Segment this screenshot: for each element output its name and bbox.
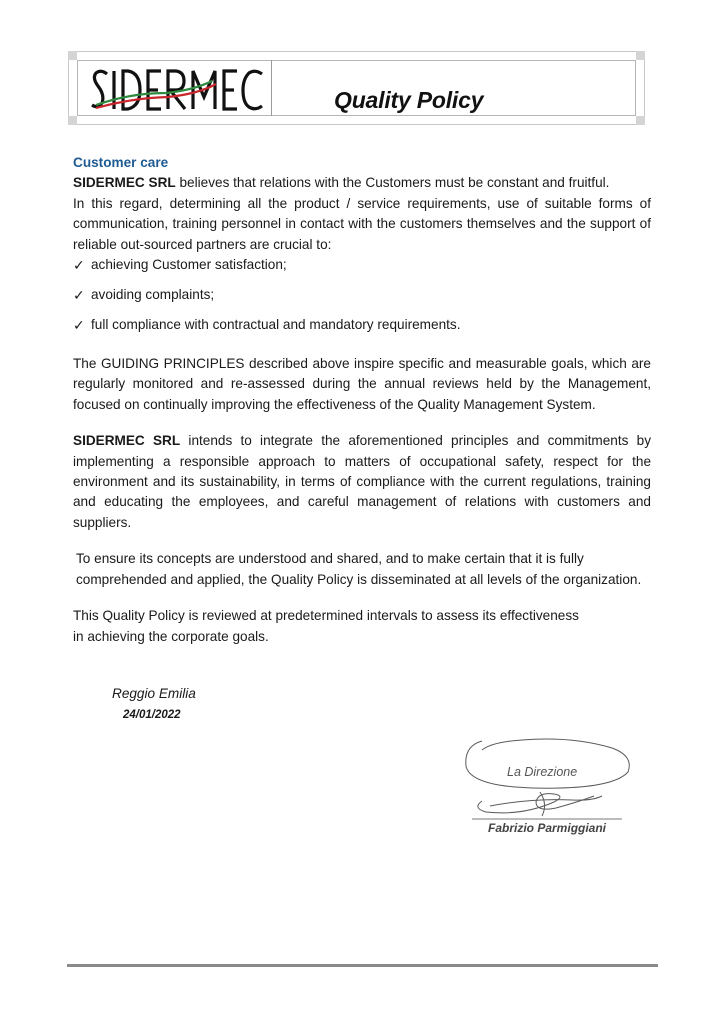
ensure-paragraph — [73, 549, 651, 590]
ensure-line-2: comprehended and applied, the Quality Policy is disseminated at all levels of the organization. — [76, 571, 642, 587]
check-icon: ✓ — [73, 286, 85, 303]
check-icon: ✓ — [73, 316, 85, 333]
review-line-2: in achieving the corporate goals. — [73, 628, 269, 644]
check-icon: ✓ — [73, 256, 85, 273]
list-item — [73, 285, 651, 305]
sidermec-logo — [90, 63, 268, 113]
regard-paragraph: In this regard, determining all the product / service requirements, use of suitable forms of communication, training personnel in contact with the customers themselves and the support of reliable out-sourced partners are crucial to: — [73, 195, 651, 252]
integrate-paragraph — [73, 431, 651, 533]
corner-square — [68, 116, 77, 125]
policy-body — [73, 153, 651, 647]
place: Reggio Emilia — [112, 686, 196, 701]
ensure-line-1: To ensure its concepts are understood and shared, and to make certain that it is fully — [76, 551, 584, 567]
signatory-name: Fabrizio Parmiggiani — [488, 821, 607, 835]
signature-role: La Direzione — [507, 765, 578, 779]
guiding-principles-paragraph: The GUIDING PRINCIPLES described above inspire specific and measurable goals, which are regularly monitored and re-assessed during the annual reviews held by the Management, focused on continually improving the effectiveness of the Quality Management System. — [73, 356, 651, 412]
section-heading: Customer care — [73, 155, 169, 170]
signature-scribble — [462, 736, 634, 828]
integrate-text: intends to integrate the aforementioned principles and commitments by implementing a responsible approach to matters of occupational safety, respect for the environment and its sustainability, in terms of compliance with the current regulations, training and educating the employees, and careful management of relations with customers and suppliers. — [73, 433, 652, 530]
corner-square — [68, 51, 77, 60]
review-paragraph — [73, 606, 651, 647]
intro-paragraph — [73, 173, 651, 193]
company-name: SIDERMEC SRL — [73, 433, 181, 449]
review-line-1: This Quality Policy is reviewed at predetermined intervals to assess its effectiveness — [73, 608, 579, 624]
list-item-text: avoiding complaints; — [91, 286, 215, 302]
list-item — [73, 315, 651, 335]
header-frame — [68, 51, 645, 125]
intro-text: believes that relations with the Customers must be constant and fruitful. — [179, 175, 610, 191]
checklist — [73, 255, 651, 335]
list-item-text: full compliance with contractual and mandatory requirements. — [91, 316, 461, 332]
company-name: SIDERMEC SRL — [73, 175, 176, 191]
list-item-text: achieving Customer satisfaction; — [91, 256, 287, 272]
header-divider — [271, 60, 272, 116]
list-item — [73, 255, 651, 275]
page-title: Quality Policy — [334, 87, 484, 113]
corner-square — [636, 116, 645, 125]
date: 24/01/2022 — [123, 709, 181, 721]
footer-rule — [67, 964, 658, 967]
corner-square — [636, 51, 645, 60]
